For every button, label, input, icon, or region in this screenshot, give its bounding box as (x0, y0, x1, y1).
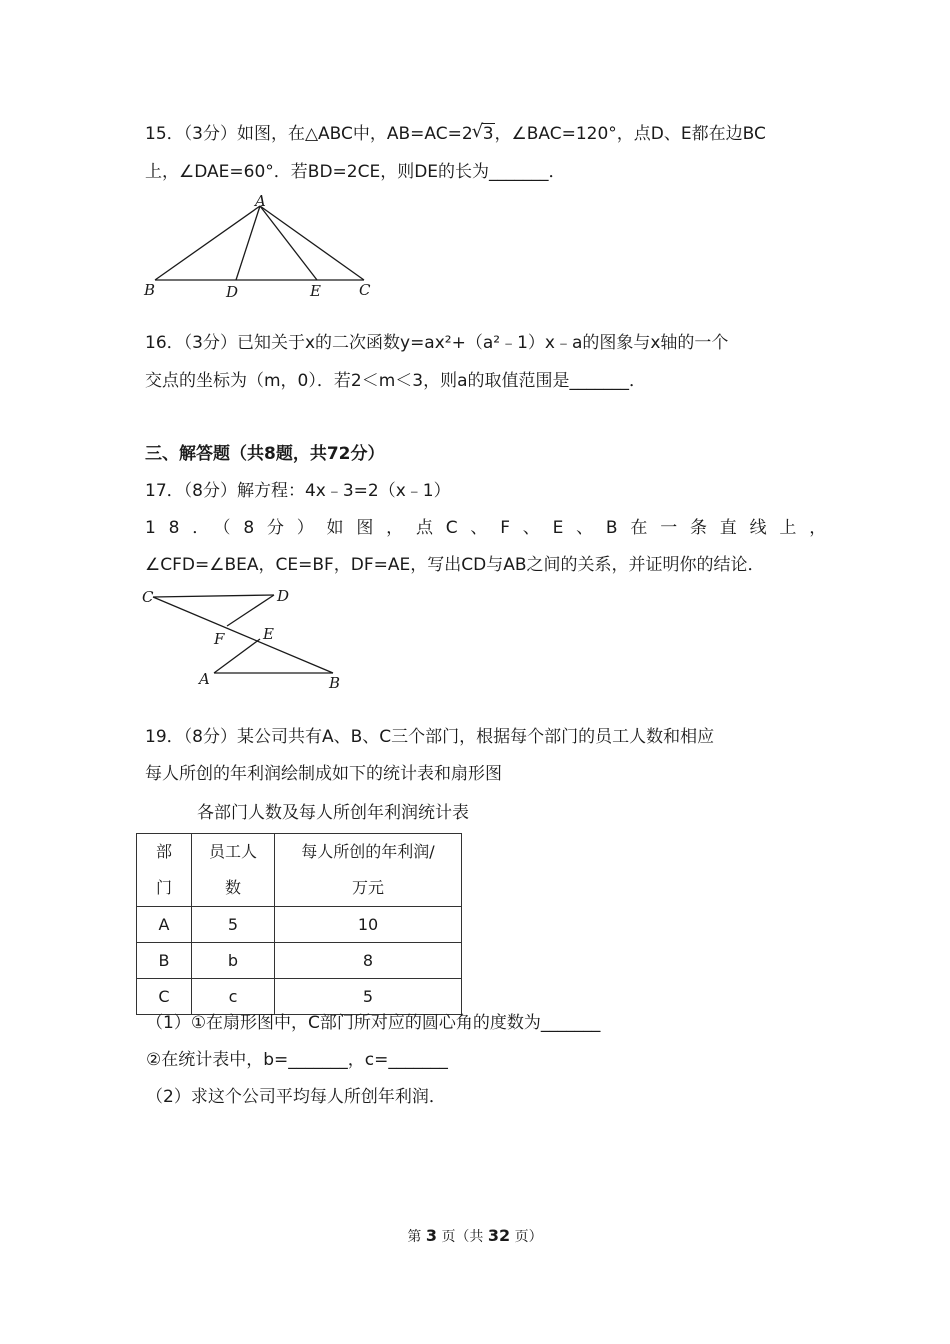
header-line: 门 (155, 878, 172, 897)
side-ac (260, 206, 364, 280)
header-profit-per-person (275, 834, 462, 907)
header-line: 员工人 (208, 842, 257, 861)
table-cell: 10 (275, 907, 462, 943)
header-line: 部 (155, 842, 172, 861)
side-ab (155, 206, 260, 280)
table-cell: C (137, 979, 192, 1015)
header-staff-count (192, 834, 275, 907)
q19-line1: 19．（8分）某公司共有A、B、C三个部门，根据每个部门的员工人数和相应 (145, 727, 715, 747)
label-a: A (199, 670, 210, 688)
stats-table (136, 833, 462, 1015)
q15-text-a: 15．（3分）如图，在△ABC中，AB=AC=2 (145, 124, 473, 144)
q15-line1 (145, 122, 766, 146)
segment-cd (153, 595, 274, 597)
table-title: 各部门人数及每人所创年利润统计表 (197, 803, 469, 823)
footer-suffix: 页） (514, 1229, 543, 1245)
table-row (137, 907, 462, 943)
footer-page-number: 3 (425, 1226, 437, 1245)
header-line: 数 (224, 878, 241, 897)
sqrt-symbol (473, 122, 495, 146)
segment-ad (236, 206, 260, 280)
header-line: 万元 (351, 878, 384, 897)
table-header-row (137, 834, 462, 907)
table-cell: 5 (192, 907, 275, 943)
label-b: B (144, 281, 156, 299)
label-c: C (142, 588, 154, 606)
label-d: D (277, 587, 290, 605)
header-department (137, 834, 192, 907)
table-cell: A (137, 907, 192, 943)
label-e: E (263, 625, 274, 643)
q16-line1: 16．（3分）已知关于x的二次函数y=ax²+（a²﹣1）x﹣a的图象与x轴的一个 (145, 333, 729, 353)
page-footer (0, 1226, 950, 1246)
q18-line2: ∠CFD=∠BEA，CE=BF，DF=AE，写出CD与AB之间的关系，并证明你的结论． (145, 555, 765, 575)
q19-sub2: （2）求这个公司平均每人所创年利润． (146, 1087, 446, 1107)
label-b: B (329, 674, 341, 692)
label-e: E (310, 282, 321, 300)
footer-prefix: 第 (407, 1229, 422, 1245)
q19-sub1b: ②在统计表中，b=_______，c=_______ (146, 1050, 448, 1070)
segment-ae (260, 206, 317, 280)
footer-total-pages: 32 (487, 1226, 511, 1245)
table-cell: 8 (275, 943, 462, 979)
q15-line2: 上，∠DAE=60°．若BD=2CE，则DE的长为_______． (145, 162, 566, 182)
segment-cb (153, 597, 333, 673)
table-cell: b (192, 943, 275, 979)
label-f: F (214, 630, 225, 648)
q15-figure (140, 192, 380, 304)
table-row (137, 943, 462, 979)
q18-line1: 18．（8分）如图，点C、F、E、B在一条直线上， (145, 518, 839, 538)
footer-mid: 页（共 (441, 1229, 484, 1245)
q17-line1: 17．（8分）解方程：4x﹣3=2（x﹣1） (145, 481, 451, 501)
table-cell: B (137, 943, 192, 979)
q19-sub1: （1）①在扇形图中，C部门所对应的圆心角的度数为_______ (146, 1013, 601, 1033)
q15-text-b: ，∠BAC=120°，点D、E都在边BC (494, 124, 766, 144)
section-3-title: 三、解答题（共8题，共72分） (145, 444, 385, 464)
label-d: D (226, 283, 239, 301)
table-row (137, 979, 462, 1015)
header-line: 每人所创的年利润/ (301, 842, 435, 861)
table-cell: 5 (275, 979, 462, 1015)
label-a: A (255, 192, 266, 210)
q15-sqrt-arg: 3 (482, 124, 494, 144)
segment-df (227, 595, 274, 626)
q18-figure (138, 582, 358, 694)
label-c: C (359, 281, 371, 299)
table-cell: c (192, 979, 275, 1015)
q19-line2: 每人所创的年利润绘制成如下的统计表和扇形图 (145, 764, 502, 784)
q16-line2: 交点的坐标为（m，0）．若2＜m＜3，则a的取值范围是_______． (145, 371, 646, 391)
